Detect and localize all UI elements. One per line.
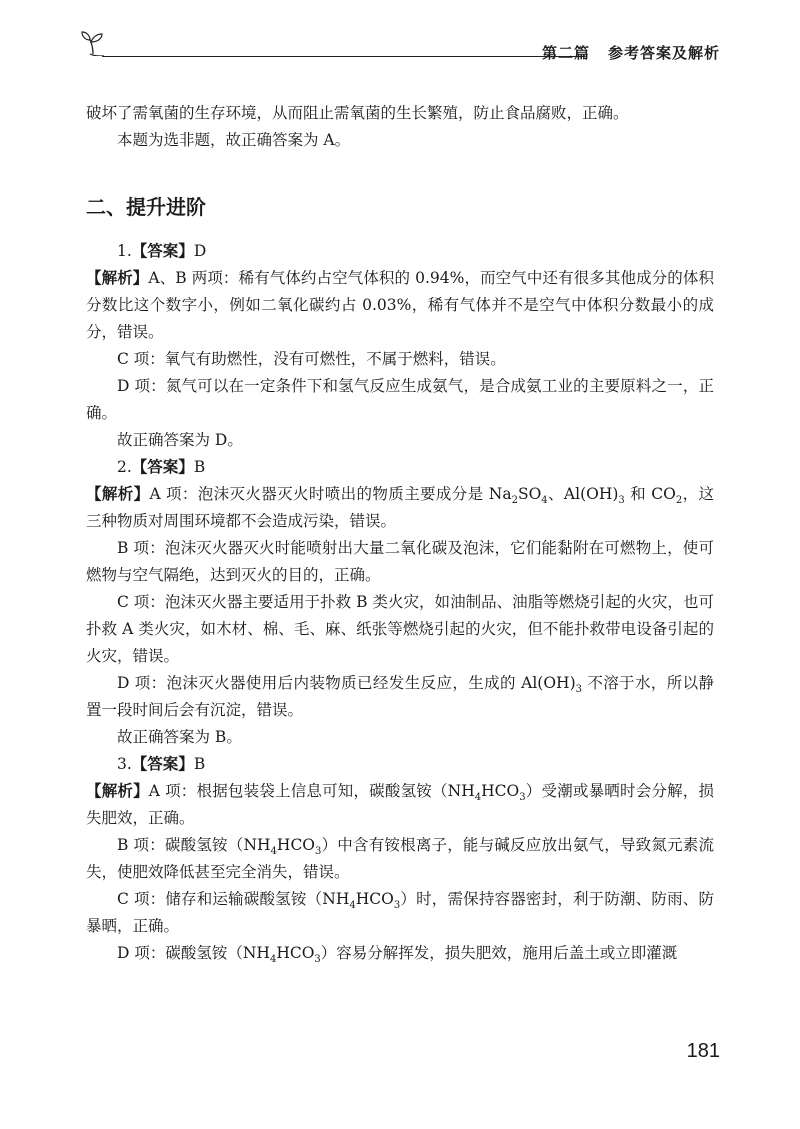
q3-c-post: ）时，需保持容器密封，利于防潮、防雨、防暴晒，正确。 [86, 890, 714, 935]
q3-answer-value: B [193, 755, 206, 773]
formula-part: NH [447, 782, 475, 800]
running-header [80, 30, 720, 66]
q2-a-mid: 、 [547, 485, 564, 503]
q3-c [86, 886, 714, 940]
formula-part: HCO [276, 944, 315, 962]
q1-c: C 项：氧气有助燃性，没有可燃性，不属于燃料，错误。 [117, 350, 506, 368]
q1-answer-value: D [193, 242, 207, 260]
formula-nh4hco3 [242, 944, 321, 966]
formula-sub: 3 [618, 495, 625, 507]
intro-paragraph-1: 破坏了需氧菌的生存环境，从而阻止需氧菌的生长繁殖，防止食品腐败，正确。 [86, 104, 629, 122]
formula-sub: 4 [270, 846, 277, 858]
formula-part: Al(OH) [521, 674, 576, 692]
formula-part: HCO [276, 836, 316, 854]
formula-nh4hco3 [447, 782, 526, 804]
formula-part: CO [651, 485, 676, 503]
q3-d-post: ）容易分解挥发，损失肥效，施用后盖土或立即灌溉 [320, 944, 678, 962]
q2-d [86, 670, 714, 724]
formula-sub: 3 [519, 792, 526, 804]
header-rule [102, 56, 584, 57]
q3-answer-label: 【答案】 [131, 755, 194, 773]
formula-part: SO [517, 485, 542, 503]
q1-analysis-label: 【解析】 [86, 269, 149, 287]
q2-conclusion: 故正确答案为 B。 [117, 728, 242, 746]
formula-part: Na [488, 485, 512, 503]
q2-a-pre: A 项：泡沫灭火器灭火时喷出的物质主要成分是 [149, 485, 489, 503]
q1-d: D 项：氮气可以在一定条件下和氢气反应生成氨气，是合成氨工业的主要原料之一，正确。 [86, 377, 714, 422]
formula-part: NH [322, 890, 350, 908]
q2-a-and: 和 [624, 485, 652, 503]
q2-analysis-a [86, 481, 714, 535]
formula-part: NH [242, 944, 270, 962]
q3-analysis-label: 【解析】 [86, 782, 149, 800]
q2-answer-value: B [193, 458, 206, 476]
q3-b-post: ）中含有铵根离子，能与碱反应放出氨气，导致氮元素流失，使肥效降低甚至完全消失，错误。 [86, 836, 714, 881]
formula-sub: 3 [575, 684, 583, 696]
q3-a-post: ）受潮或暴晒时会分解，损失肥效，正确。 [86, 782, 714, 827]
header-chapter-title: 参考答案及解析 [607, 44, 720, 62]
q3-b [86, 832, 714, 886]
q3-d-pre: D 项：碳酸氢铵（ [117, 944, 243, 962]
q3-a-pre: A 项：根据包装袋上信息可知，碳酸氢铵（ [148, 782, 448, 800]
q3-d [86, 940, 714, 967]
formula-part: Al(OH) [563, 485, 619, 503]
page-number: 181 [686, 1040, 720, 1062]
q2-b: B 项：泡沫灭火器灭火时能喷射出大量二氧化碳及泡沫，它们能黏附在可燃物上，使可燃物与空气隔绝，达到灭火的目的，正确。 [86, 539, 714, 584]
formula-sub: 3 [315, 846, 322, 858]
formula-sub: 3 [314, 954, 321, 966]
intro-paragraph-2: 本题为选非题，故正确答案为 A。 [117, 131, 351, 149]
header-title [542, 42, 720, 63]
section-heading-block [86, 194, 714, 221]
section-heading: 二、提升进阶 [86, 195, 206, 219]
q2-d-pre: D 项：泡沫灭火器使用后内装物质已经发生反应，生成的 [117, 674, 522, 692]
intro-block [86, 100, 714, 154]
q2-analysis-label: 【解析】 [86, 485, 150, 503]
formula-part: HCO [481, 782, 520, 800]
q2-c: C 项：泡沫灭火器主要适用于扑救 B 类火灾，如油制品、油脂等燃烧引起的火灾，也可扑救 A 类火灾，如木材、棉、毛、麻、纸张等燃烧引起的火灾，但不能扑救带电设备引起的火灾，错误。 [86, 593, 714, 665]
q1-analysis-ab [86, 265, 714, 346]
formula-nh4hco3 [322, 890, 401, 912]
q3-answer-line [86, 751, 714, 778]
formula-nh4hco3 [243, 836, 322, 858]
q1-answer-label: 【答案】 [131, 242, 194, 260]
formula-aloh3 [521, 674, 583, 696]
sprout-icon [80, 30, 106, 56]
q1-number: 1. [117, 242, 132, 260]
formula-sub: 4 [269, 954, 277, 966]
q2-number: 2. [117, 458, 132, 476]
q2-answer-line [86, 454, 714, 481]
formula-aloh3 [563, 485, 625, 507]
q3-number: 3. [117, 755, 132, 773]
formula-sub: 4 [474, 792, 482, 804]
formula-part: NH [243, 836, 271, 854]
q2-d-post: 不溶于水，所以静置一段时间后会有沉淀，错误。 [86, 674, 714, 719]
q3-b-pre: B 项：碳酸氢铵（ [117, 836, 244, 854]
formula-sub: 2 [511, 495, 518, 507]
q1-ab-text: A、B 两项：稀有气体约占空气体积的 0.94%，而空气中还有很多其他成分的体积分数比这个数字小，例如二氧化碳约占 0.03%，稀有气体并不是空气中体积分数最小的成分，错误。 [86, 269, 714, 341]
formula-sub: 3 [393, 900, 401, 912]
header-section: 第二篇 [541, 44, 590, 62]
formula-na2so4 [488, 485, 548, 507]
formula-sub: 4 [541, 495, 548, 507]
q3-analysis-a [86, 778, 714, 832]
q2-answer-label: 【答案】 [131, 458, 194, 476]
q1-answer-line [86, 238, 714, 265]
formula-sub: 2 [675, 495, 683, 507]
formula-co2 [651, 485, 683, 507]
q2-a-post: ，这三种物质对周围环境都不会造成污染，错误。 [86, 485, 714, 530]
formula-part: HCO [355, 890, 394, 908]
q1-conclusion: 故正确答案为 D。 [117, 431, 243, 449]
q3-c-pre: C 项：储存和运输碳酸氢铵（ [117, 890, 323, 908]
answers-block [86, 238, 714, 967]
formula-sub: 4 [349, 900, 356, 912]
